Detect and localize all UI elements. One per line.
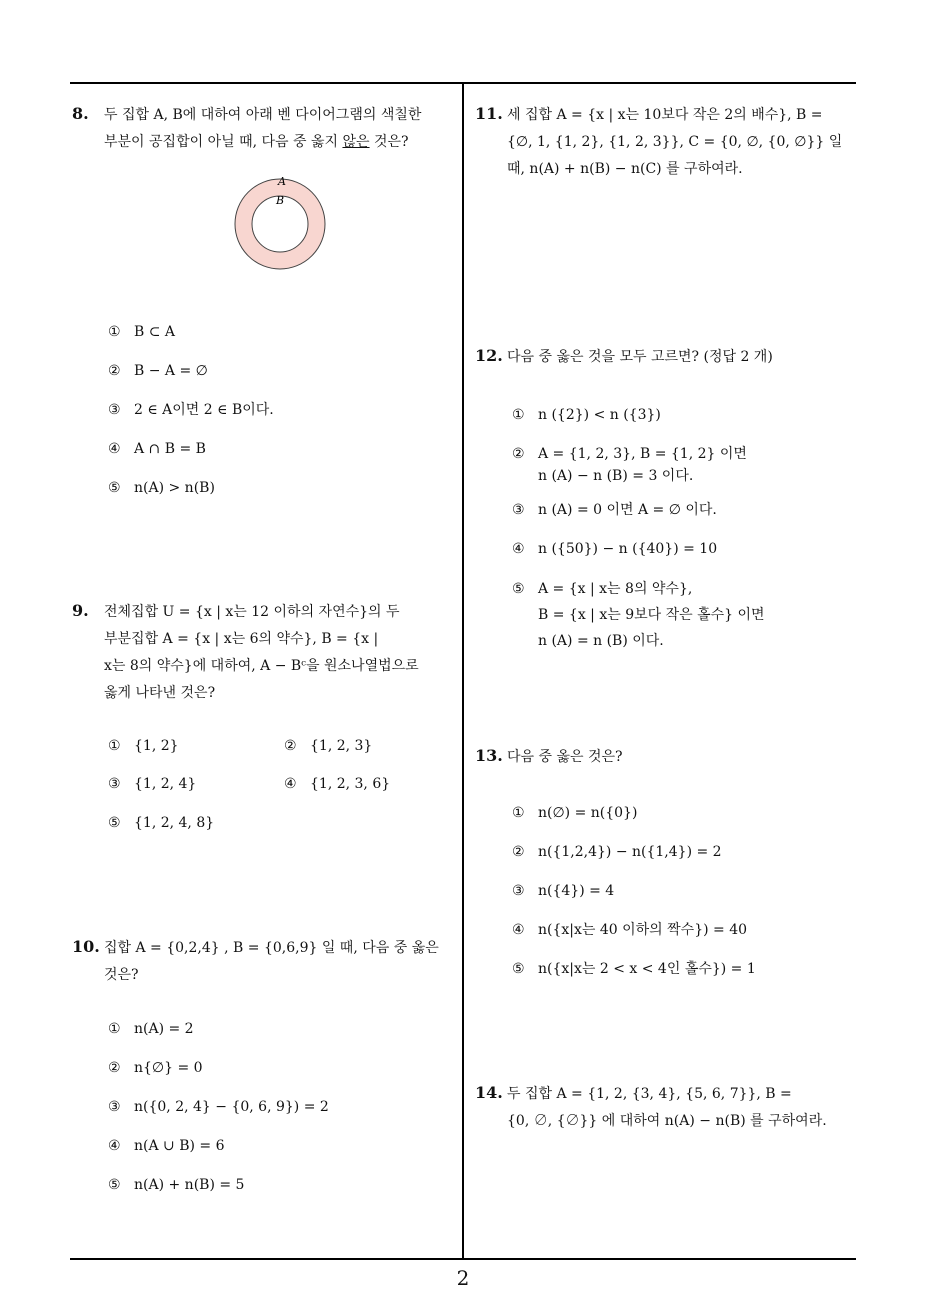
question-text: 다음 중 옳은 것은?: [507, 749, 623, 765]
choice-text: n(A) = 2: [134, 1021, 194, 1037]
choice-text-line-3: n (A) = n (B) 이다.: [538, 633, 664, 649]
question-text: 두 집합 A, B에 대하여 아래 벤 다이어그램의 색칠한: [104, 107, 422, 123]
choice-mark: ①: [108, 738, 121, 754]
choice-text: A ∩ B = B: [134, 441, 206, 457]
q10-choice-3[interactable]: [108, 1096, 329, 1118]
choice-text: n(∅) = n({0}): [538, 805, 638, 821]
question-13-line-1: [475, 742, 860, 771]
choice-mark: ⑤: [512, 961, 525, 977]
choice-mark: ④: [108, 441, 121, 457]
choice-text: {1, 2, 3, 6}: [310, 776, 391, 792]
question-11-line-3: 때, n(A) + n(B) − n(C) 를 구하여라.: [507, 161, 743, 177]
q13-choice-1[interactable]: [512, 802, 637, 824]
choice-text: n(A ∪ B) = 6: [134, 1138, 225, 1154]
q10-choice-5[interactable]: [108, 1174, 244, 1196]
choice-mark: ⑤: [108, 815, 121, 831]
q9-choice-5[interactable]: [108, 812, 214, 834]
choice-text: {1, 2, 4, 8}: [134, 815, 215, 831]
venn-label-b: B: [276, 194, 285, 207]
choice-mark: ①: [108, 324, 121, 340]
q8-choice-5[interactable]: [108, 477, 215, 499]
choice-text: B ⊂ A: [134, 324, 176, 340]
choice-text: n({1,2,4}) − n({1,4}) = 2: [538, 844, 722, 860]
choice-text: n({x|x는 40 이하의 짝수}) = 40: [538, 922, 748, 938]
choice-mark: ⑤: [512, 581, 525, 597]
choice-text: n ({50}) − n ({40}) = 10: [538, 541, 718, 557]
q9-choice-3[interactable]: [108, 773, 196, 795]
choice-mark: ④: [512, 922, 525, 938]
q13-choice-2[interactable]: [512, 841, 722, 863]
q8-choice-3[interactable]: [108, 399, 274, 421]
choice-mark: ②: [512, 446, 525, 462]
choice-text: n({0, 2, 4} − {0, 6, 9}) = 2: [134, 1099, 329, 1115]
choice-mark: ①: [512, 805, 525, 821]
question-11: [475, 100, 860, 183]
choice-mark: ⑤: [108, 480, 121, 496]
question-10-line-1: [72, 933, 457, 962]
choice-mark: ②: [108, 363, 121, 379]
question-9-line-4: 옳게 나타낸 것은?: [104, 685, 216, 701]
choice-text: n{∅} = 0: [134, 1060, 203, 1076]
choice-mark: ①: [512, 407, 525, 423]
underlined-word: 않은: [342, 134, 370, 150]
choice-text: n({x|x는 2 < x < 4인 홀수}) = 1: [538, 961, 756, 977]
question-10-line-2: 것은?: [104, 967, 139, 983]
question-9-line-1: [72, 597, 457, 626]
choice-text: {1, 2, 3}: [310, 738, 373, 754]
question-14-line-1: [475, 1079, 860, 1108]
column-divider: [462, 82, 464, 1260]
question-11-line-1: [475, 100, 860, 129]
choice-text-line-2: n (A) − n (B) = 3 이다.: [538, 468, 694, 484]
choice-mark: ①: [108, 1021, 121, 1037]
choice-text: A = {1, 2, 3}, B = {1, 2} 이면: [538, 446, 747, 462]
q13-choice-5[interactable]: [512, 958, 756, 980]
q12-choice-4[interactable]: [512, 538, 717, 560]
question-8: [72, 100, 457, 156]
question-9: [72, 597, 457, 707]
q9-choice-1[interactable]: [108, 735, 179, 757]
choice-mark: ③: [512, 502, 525, 518]
question-text: 두 집합 A = {1, 2, {3, 4}, {5, 6, 7}}, B =: [507, 1086, 792, 1102]
question-11-line-2: {∅, 1, {1, 2}, {1, 2, 3}}, C = {0, ∅, {0, ∅}} 일: [507, 134, 843, 150]
choice-text: A = {x | x는 8의 약수},: [538, 581, 693, 597]
question-9-line-2: 부분집합 A = {x | x는 6의 약수}, B = {x |: [104, 631, 379, 647]
q9-choice-2[interactable]: [284, 735, 372, 757]
question-text: 것은?: [369, 134, 409, 150]
question-text: 다음 중 옳은 것을 모두 고르면? (정답 2 개): [507, 349, 773, 365]
choice-text: {1, 2, 4}: [134, 776, 197, 792]
choice-mark: ⑤: [108, 1177, 121, 1193]
choice-text: n (A) = 0 이면 A = ∅ 이다.: [538, 502, 717, 518]
choice-mark: ③: [108, 1099, 121, 1115]
choice-text-line-2: B = {x | x는 9보다 작은 홀수} 이면: [538, 607, 765, 623]
choice-mark: ③: [108, 776, 121, 792]
choice-text: 2 ∈ A이면 2 ∈ B이다.: [134, 402, 274, 418]
choice-mark: ②: [108, 1060, 121, 1076]
q10-choice-4[interactable]: [108, 1135, 225, 1157]
question-text: 부분이 공집합이 아닐 때, 다음 중 옳지: [104, 134, 343, 150]
q12-choice-3[interactable]: [512, 499, 717, 521]
question-number: 8.: [72, 104, 89, 123]
q10-choice-1[interactable]: [108, 1018, 194, 1040]
bottom-rule: [70, 1258, 856, 1260]
choice-text: n({4}) = 4: [538, 883, 615, 899]
choice-mark: ②: [512, 844, 525, 860]
choice-mark: ④: [512, 541, 525, 557]
q12-choice-2[interactable]: [512, 443, 747, 487]
q13-choice-3[interactable]: [512, 880, 614, 902]
question-number: 13.: [475, 746, 503, 765]
question-text: 집합 A = {0,2,4} , B = {0,6,9} 일 때, 다음 중 옳은: [104, 940, 439, 956]
venn-label-a: A: [278, 175, 286, 188]
question-number: 10.: [72, 937, 100, 956]
q8-choice-1[interactable]: [108, 321, 175, 343]
question-8-line-2: [72, 129, 457, 156]
q12-choice-5[interactable]: [512, 576, 765, 654]
question-text: 세 집합 A = {x | x는 10보다 작은 2의 배수}, B =: [507, 107, 823, 123]
question-10: [72, 933, 457, 989]
question-9-line-3: x는 8의 약수}에 대하여, A − Bᶜ을 원소나열법으로: [104, 658, 419, 674]
question-number: 14.: [475, 1083, 503, 1102]
choice-text: n ({2}) < n ({3}): [538, 407, 661, 423]
choice-mark: ③: [108, 402, 121, 418]
venn-diagram: [230, 174, 330, 274]
question-number: 9.: [72, 601, 89, 620]
q12-choice-1[interactable]: [512, 404, 661, 426]
page-number: 2: [456, 1266, 470, 1290]
question-14-line-2: {0, ∅, {∅}} 에 대하여 n(A) − n(B) 를 구하여라.: [507, 1113, 827, 1129]
q13-choice-4[interactable]: [512, 919, 747, 941]
choice-text: n(A) + n(B) = 5: [134, 1177, 245, 1193]
choice-text: B − A = ∅: [134, 363, 208, 379]
question-number: 12.: [475, 346, 503, 365]
choice-mark: ②: [284, 738, 297, 754]
q9-choice-4[interactable]: [284, 773, 390, 795]
question-8-line-1: [72, 100, 457, 129]
question-12-line-1: [475, 342, 860, 371]
choice-mark: ③: [512, 883, 525, 899]
question-13: [475, 742, 860, 771]
question-number: 11.: [475, 104, 503, 123]
question-text: 전체집합 U = {x | x는 12 이하의 자연수}의 두: [104, 604, 400, 620]
choice-mark: ④: [108, 1138, 121, 1154]
q8-choice-2[interactable]: [108, 360, 208, 382]
choice-text: {1, 2}: [134, 738, 179, 754]
q8-choice-4[interactable]: [108, 438, 206, 460]
question-14: [475, 1079, 860, 1135]
choice-text: n(A) > n(B): [134, 480, 215, 496]
question-12: [475, 342, 860, 371]
choice-mark: ④: [284, 776, 297, 792]
q10-choice-2[interactable]: [108, 1057, 203, 1079]
